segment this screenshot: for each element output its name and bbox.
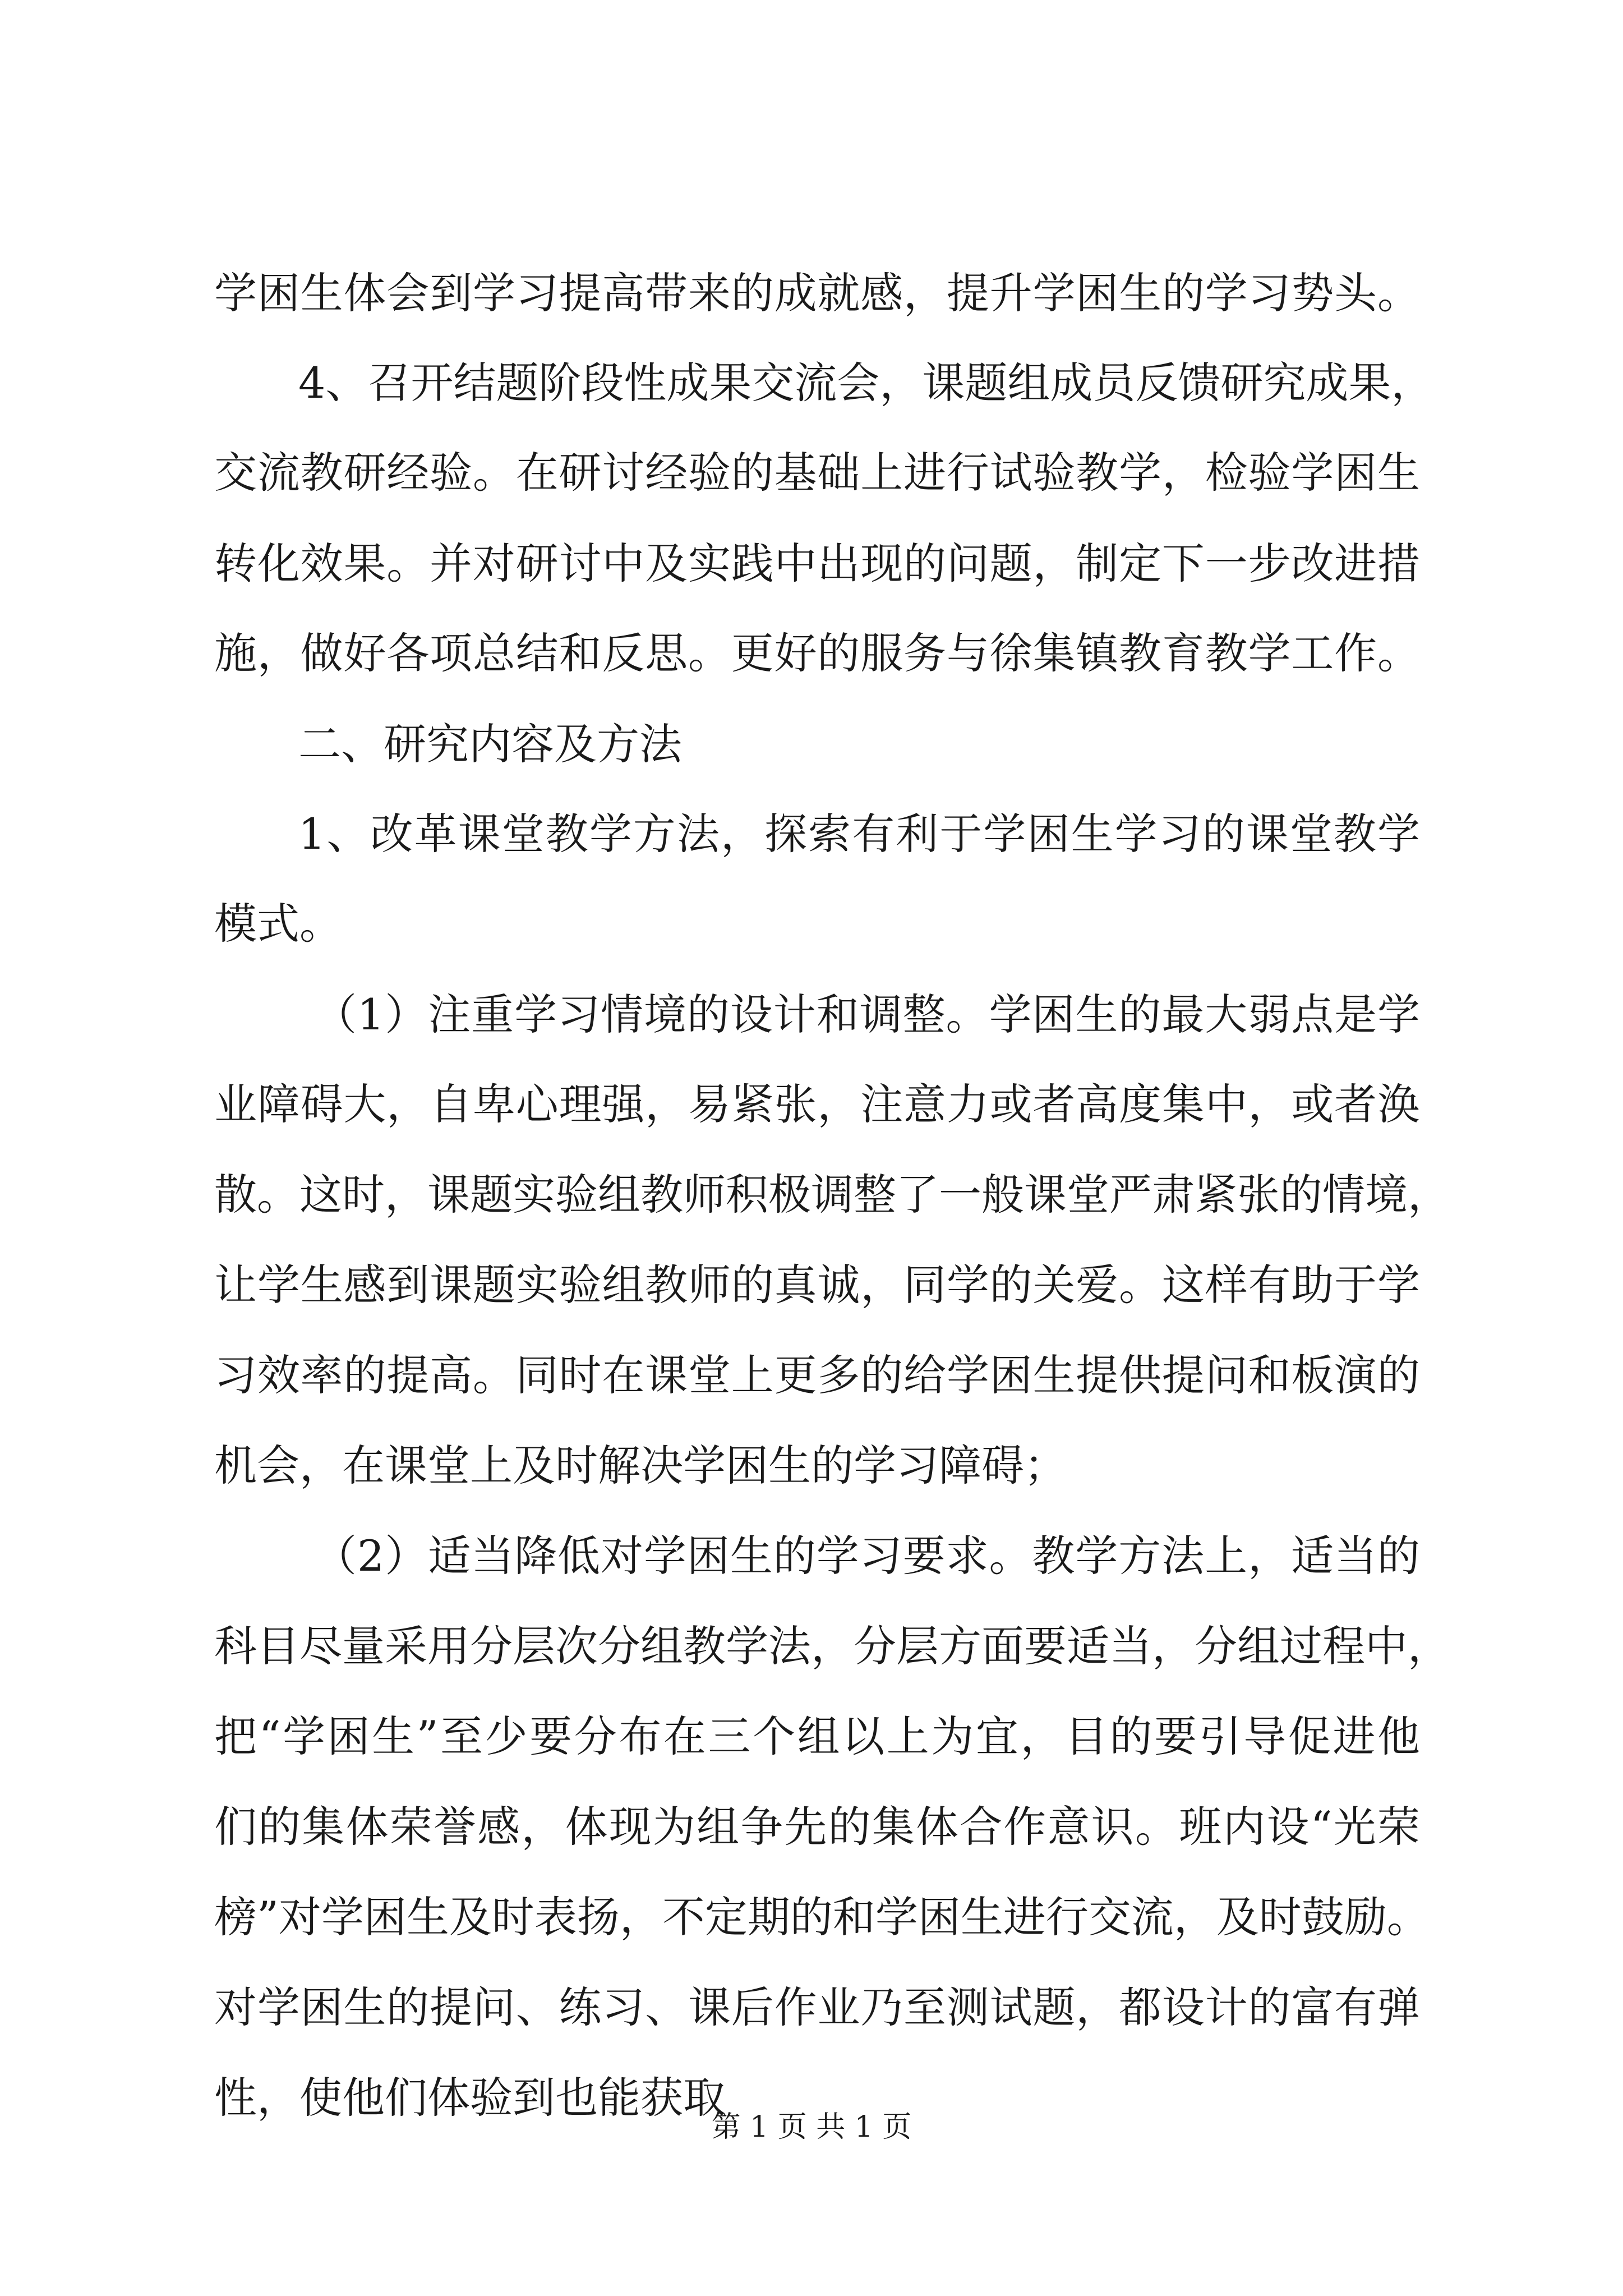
paragraph-line: （1）注重学习情境的设计和调整。学困生的最大弱点是学 xyxy=(314,990,1420,1039)
paragraph-line: 模式。 xyxy=(214,899,342,949)
page-footer: 第 1 页 共 1 页 xyxy=(711,2110,912,2144)
paragraph-line: 交流教研经验。在研讨经验的基础上进行试验教学，检验学困生 xyxy=(214,448,1420,498)
paragraph-line: 性，使他们体验到也能获取 xyxy=(214,2073,726,2123)
paragraph-line: 让学生感到课题实验组教师的真诚，同学的关爱。这样有助于学 xyxy=(214,1260,1420,1310)
section-heading: 二、研究内容及方法 xyxy=(298,719,682,769)
paragraph-line: 们的集体荣誉感，体现为组争先的集体合作意识。班内设“光荣 xyxy=(214,1802,1420,1852)
paragraph-line: 习效率的提高。同时在课堂上更多的给学困生提供提问和板演的 xyxy=(214,1350,1420,1400)
paragraph-line: 科目尽量采用分层次分组教学法，分层方面要适当，分组过程中， xyxy=(214,1621,1450,1671)
paragraph-line: 榜”对学困生及时表扬，不定期的和学困生进行交流，及时鼓励。 xyxy=(214,1892,1430,1942)
paragraph-line: （2）适当降低对学困生的学习要求。教学方法上，适当的 xyxy=(314,1531,1420,1581)
paragraph-line: 把“学困生”至少要分布在三个组以上为宜，目的要引导促进他 xyxy=(214,1711,1420,1761)
paragraph-line: 学困生体会到学习提高带来的成就感，提升学困生的学习势头。 xyxy=(214,268,1420,318)
paragraph-line: 4、召开结题阶段性成果交流会，课题组成员反馈研究成果， xyxy=(298,358,1434,408)
paragraph-line: 施，做好各项总结和反思。更好的服务与徐集镇教育教学工作。 xyxy=(214,628,1420,678)
paragraph-line: 机会，在课堂上及时解决学困生的学习障碍； xyxy=(214,1441,1067,1490)
paragraph-line: 对学困生的提问、练习、课后作业乃至测试题，都设计的富有弹 xyxy=(214,1982,1420,2032)
paragraph-line: 业障碍大，自卑心理强，易紧张，注意力或者高度集中，或者涣 xyxy=(214,1079,1420,1129)
paragraph-line: 散。这时，课题实验组教师积极调整了一般课堂严肃紧张的情境， xyxy=(214,1170,1450,1220)
paragraph-line: 1、改革课堂教学方法，探索有利于学困生学习的课堂教学 xyxy=(298,809,1420,859)
paragraph-line: 转化效果。并对研讨中及实践中出现的问题，制定下一步改进措 xyxy=(214,539,1420,588)
